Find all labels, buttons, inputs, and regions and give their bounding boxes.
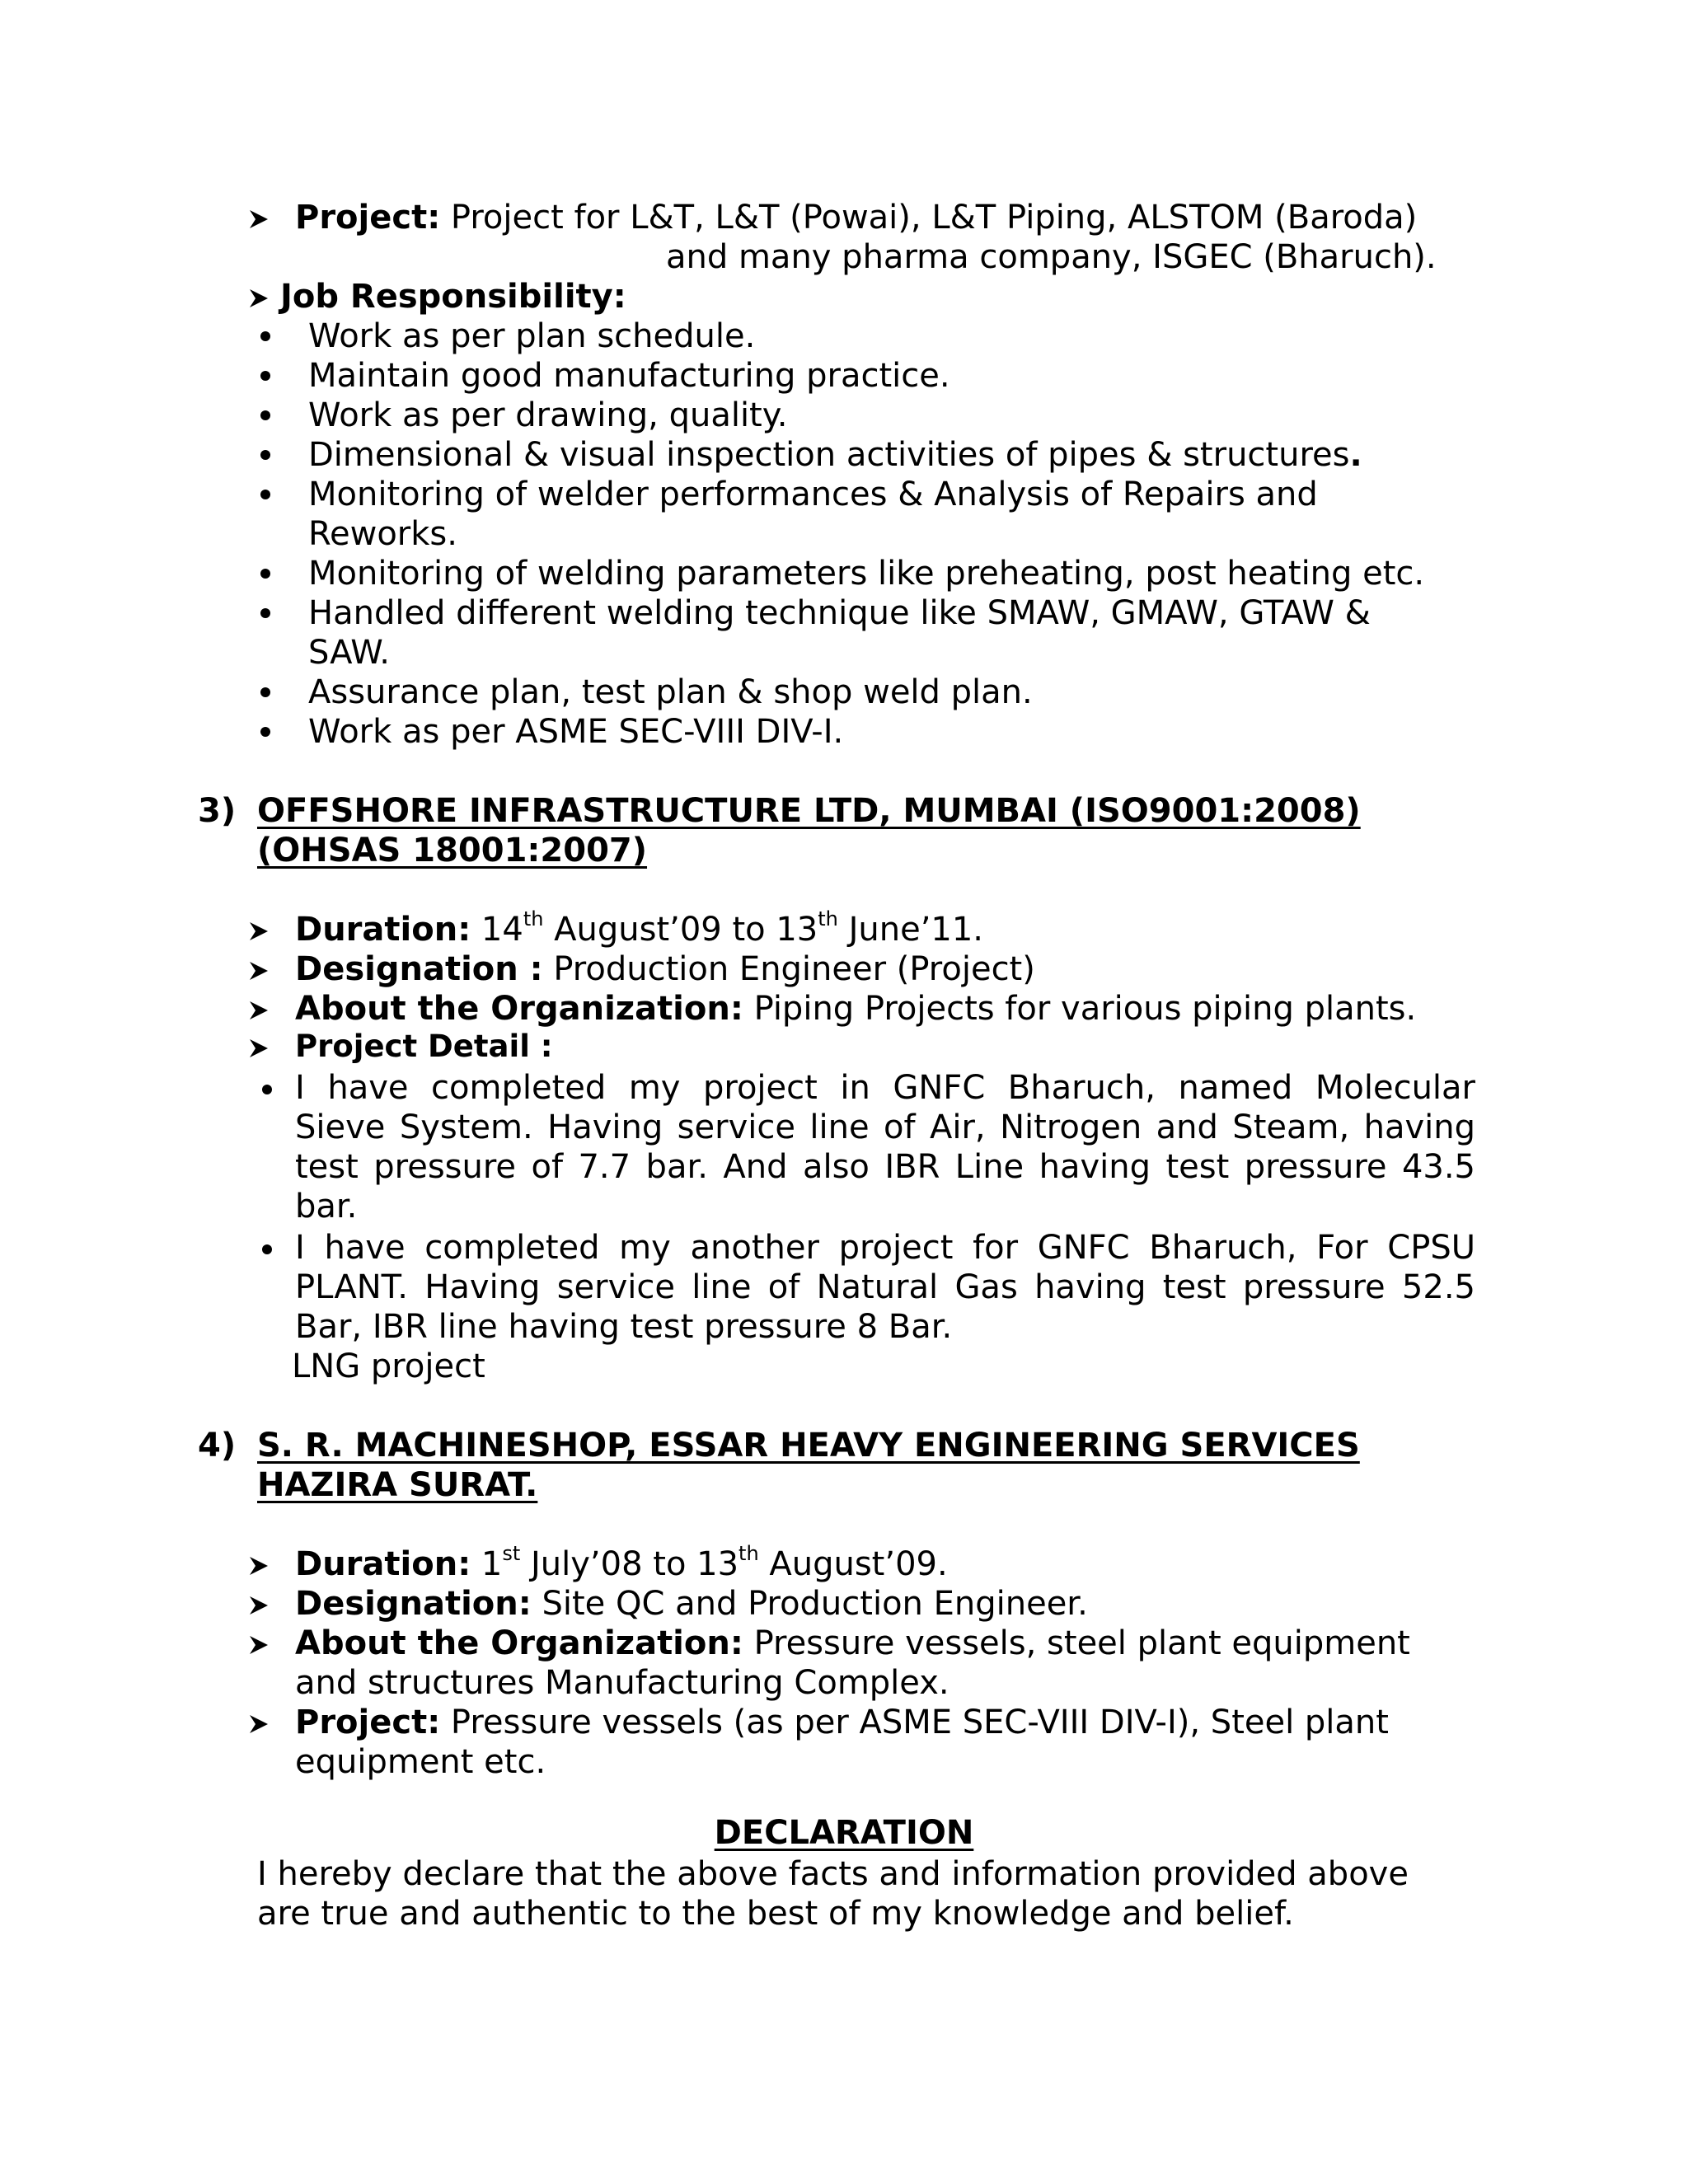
organization-value-continuation: and structures Manufacturing Complex. [295,1664,950,1702]
bullet-dot-icon [260,608,270,618]
project-detail-text: Bar, IBR line having test pressure 8 Bar. [295,1308,953,1346]
arrow-bullet-icon [247,951,280,991]
bullet-dot-icon [260,490,270,499]
designation-value: Production Engineer (Project) [553,950,1035,988]
bullet-dot-icon [262,1244,272,1254]
declaration-text: I hereby declare that the above facts and information provided above [257,1855,1409,1893]
organization-row [295,1624,1410,1663]
lng-project-text: LNG project [292,1347,485,1385]
bullet-dot-icon [260,569,270,579]
duty-item: Handled different welding technique like SMAW, GMAW, GTAW & [308,594,1371,632]
project-value-continuation: equipment etc. [295,1743,546,1781]
duration-day: 14 [481,911,523,949]
duration-row [295,1541,948,1584]
designation-value: Site QC and Production Engineer. [542,1585,1088,1623]
duration-label: Duration: [295,1545,471,1583]
duty-item-continuation: SAW. [308,634,390,672]
bullet-dot-icon [260,450,270,460]
project-detail-text: I have completed my project in GNFC Bharuch, named Molecular [295,1069,1475,1107]
duty-item: Monitoring of welding parameters like preheating, post heating etc. [308,555,1425,593]
designation-label: Designation: [295,1585,532,1623]
duration-suffix: th [818,907,838,930]
arrow-bullet-icon [247,1586,280,1625]
duration-suffix: th [523,907,544,930]
duration-row [295,907,984,949]
declaration-heading: DECLARATION [714,1814,974,1852]
declaration-text: are true and authentic to the best of my knowledge and belief. [257,1895,1294,1933]
section-number: 3) [198,792,237,830]
bullet-dot-icon [262,1085,272,1094]
duty-item: Maintain good manufacturing practice. [308,357,950,395]
project-label: Project: [295,1704,441,1741]
project-detail-text: I have completed my another project for GNFC Bharuch, For CPSU [295,1229,1475,1267]
duty-item: Assurance plan, test plan & shop weld plan. [308,673,1033,711]
arrow-bullet-icon [247,912,280,951]
duty-item [308,435,1362,475]
arrow-bullet-icon [247,1029,280,1068]
duration-middle: August’09 to 13 [554,911,818,949]
duty-item-continuation: Reworks. [308,515,457,553]
bullet-dot-icon [260,331,270,341]
project-detail-text: bar. [295,1188,358,1226]
arrow-bullet-icon [247,1704,280,1744]
duty-item: Work as per drawing, quality. [308,396,788,434]
organization-row [295,989,1416,1029]
section-title-continuation: (OHSAS 18001:2007) [257,832,648,869]
project-detail-text: PLANT. Having service line of Natural Gas having test pressure 52.5 [295,1268,1475,1306]
section-title: S. R. MACHINESHOP, ESSAR HEAVY ENGINEERING SERVICES [257,1427,1360,1465]
project-detail-text: Sieve System. Having service line of Air, Nitrogen and Steam, having [295,1108,1475,1146]
designation-row [295,1584,1088,1624]
section-title-continuation: HAZIRA SURAT. [257,1466,538,1504]
duty-item: Work as per ASME SEC-VIII DIV-I. [308,713,844,751]
organization-label: About the Organization: [295,990,743,1028]
designation-row [295,949,1035,989]
duration-suffix: st [502,1541,521,1565]
duty-item-period: . [1349,436,1362,474]
project-value-line-1: Project for L&T, L&T (Powai), L&T Piping, ALSTOM (Baroda) [450,199,1418,237]
duty-item-text: Dimensional & visual inspection activities of pipes & structures [308,436,1350,474]
organization-label: About the Organization: [295,1624,743,1662]
arrow-bullet-icon [247,1625,280,1665]
duration-label: Duration: [295,911,471,949]
section-title: OFFSHORE INFRASTRUCTURE LTD, MUMBAI (ISO9001:2008) [257,792,1361,830]
project-label: Project: [295,199,441,237]
bullet-dot-icon [260,371,270,381]
arrow-bullet-icon [247,199,280,239]
section-number: 4) [198,1427,237,1465]
project-line-1 [295,198,1475,237]
bullet-dot-icon [260,410,270,420]
arrow-bullet-icon [247,991,280,1030]
project-detail-label: Project Detail : [295,1029,553,1064]
job-responsibility-label: Job Responsibility: [280,278,626,316]
duration-day: 1 [481,1545,503,1583]
duration-end: August’09. [769,1545,948,1583]
duty-item: Work as per plan schedule. [308,317,756,355]
duration-middle: July’08 to 13 [531,1545,739,1583]
project-value: Pressure vessels (as per ASME SEC-VIII DIV-I), Steel plant [450,1704,1389,1741]
project-row [295,1703,1389,1742]
project-value-line-2: and many pharma company, ISGEC (Bharuch). [666,238,1437,276]
duration-suffix: th [738,1541,759,1565]
arrow-bullet-icon [247,1546,280,1586]
bullet-dot-icon [260,687,270,697]
duty-item: Monitoring of welder performances & Analysis of Repairs and [308,476,1318,513]
duration-end: June’11. [848,911,984,949]
designation-label: Designation : [295,950,543,988]
bullet-dot-icon [260,727,270,737]
organization-value: Pressure vessels, steel plant equipment [753,1624,1410,1662]
arrow-bullet-icon [247,279,280,318]
organization-value: Piping Projects for various piping plants. [753,990,1417,1028]
project-detail-text: test pressure of 7.7 bar. And also IBR Line having test pressure 43.5 [295,1148,1475,1186]
